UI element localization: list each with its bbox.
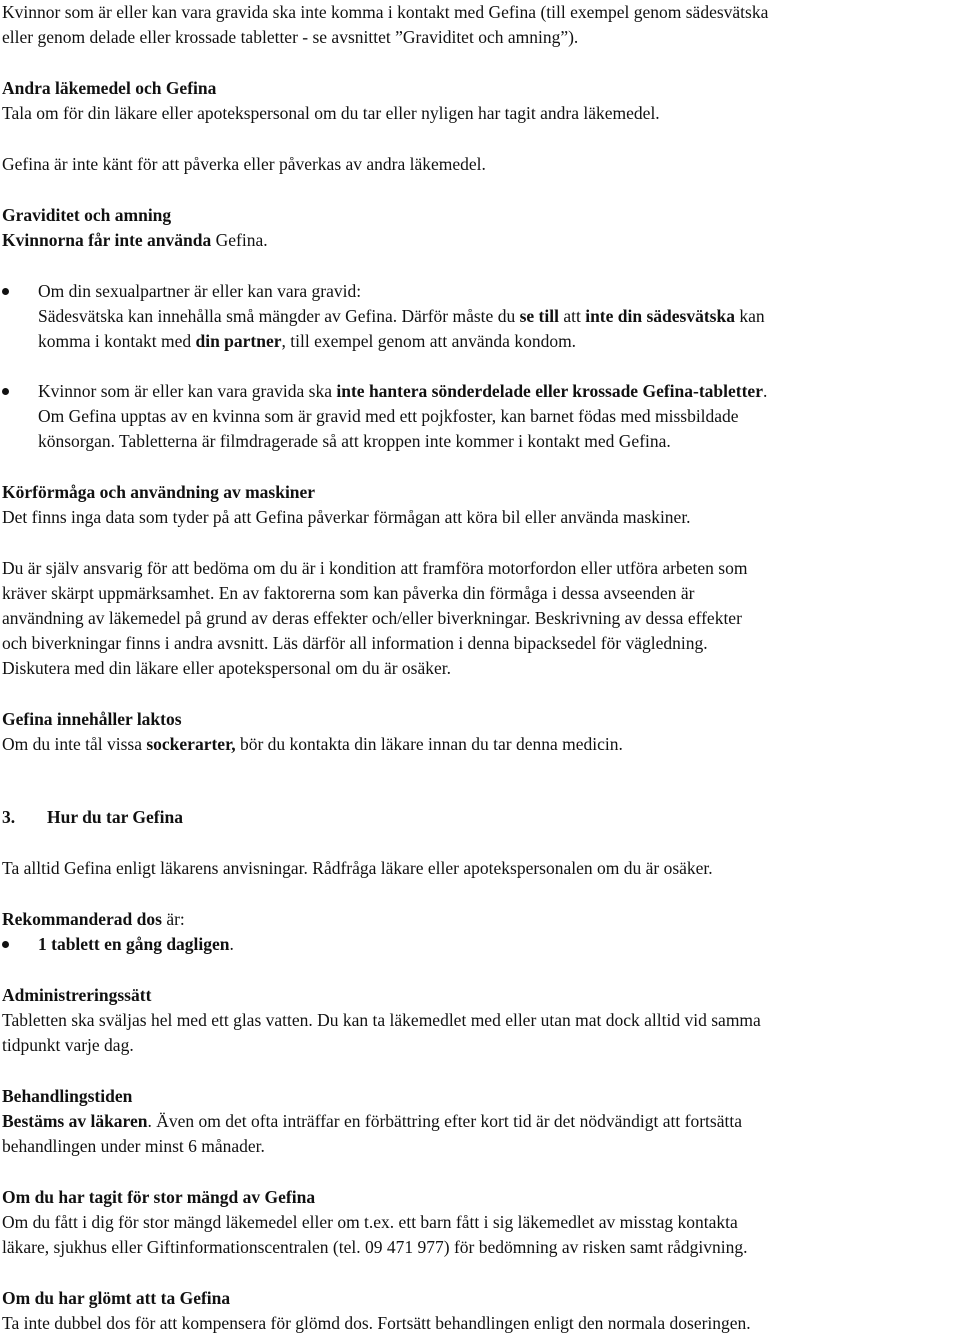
overdose-heading: Om du har tagit för stor mängd av Gefina (2, 1187, 316, 1207)
overdose-line-2: läkare, sjukhus eller Giftinformationscentralen (tel. 09 471 977) för bedömning av risken samt rådgivning. (2, 1237, 748, 1257)
intro-line-1: Kvinnor som är eller kan vara gravida ska inte komma i kontakt med Gefina (till exempel genom sädesvätska (2, 2, 769, 22)
forgot-heading: Om du har glömt att ta Gefina (2, 1288, 231, 1308)
list-item: 1 tablett en gång dagligen. (2, 932, 960, 957)
dose-heading: Rekommanderad dos är: (2, 909, 185, 929)
list-item: Kvinnor som är eller kan vara gravida ska inte hantera sönderdelade eller krossade Gefina-tabletter. Om Gefina upptas av en kvinna som är gravid med ett pojkfoster, kan barnet födas med missbildade könsorgan. Tabletterna är filmdragerade så att kroppen inte kommer i kontakt med Gefina. (2, 379, 960, 454)
section-3-text: Ta alltid Gefina enligt läkarens anvisningar. Rådfråga läkare eller apotekspersonalen om du är osäker. (2, 858, 713, 878)
bullet-icon (2, 288, 9, 295)
duration-heading: Behandlingstiden (2, 1086, 133, 1106)
driving-paragraph-line-2: kräver skärpt uppmärksamhet. En av faktorerna som kan påverka din förmåga i dessa avseenden är (2, 583, 695, 603)
duration-line-2: behandlingen under minst 6 månader. (2, 1136, 265, 1156)
lactose-heading: Gefina innehåller laktos (2, 709, 182, 729)
forgot-text: Ta inte dubbel dos för att kompensera för glömd dos. Fortsätt behandlingen enligt den normala doseringen. (2, 1313, 751, 1333)
driving-heading: Körförmåga och användning av maskiner (2, 482, 316, 502)
intro-line-2: eller genom delade eller krossade tabletter - se avsnittet ”Graviditet och amning”). (2, 27, 579, 47)
bullet-icon (2, 941, 9, 948)
administration-line-2: tidpunkt varje dag. (2, 1035, 134, 1055)
administration-heading: Administreringssätt (2, 985, 152, 1005)
overdose-line-1: Om du fått i dig för stor mängd läkemedel eller om t.ex. ett barn fått i sig läkemedlet av misstag kontakta (2, 1212, 738, 1232)
section-3-title: 3. Hur du tar Gefina (2, 807, 183, 827)
pregnancy-statement: Kvinnorna får inte använda Gefina. (2, 230, 268, 250)
driving-paragraph-line-5: Diskutera med din läkare eller apotekspersonal om du är osäker. (2, 658, 452, 678)
driving-paragraph-line-1: Du är själv ansvarig för att bedöma om du är i kondition att framföra motorfordon eller utföra arbeten som (2, 558, 748, 578)
pregnancy-bullets (2, 279, 960, 454)
other-medicines-text-2: Gefina är inte känt för att påverka eller påverkas av andra läkemedel. (2, 154, 486, 174)
list-item: Om din sexualpartner är eller kan vara gravid: Sädesvätska kan innehålla små mängder av Gefina. Därför måste du se till att inte din sädesvätska kan komma i kontakt med din partner, till exempel genom att använda kondom. (2, 279, 960, 354)
dose-bullets (2, 932, 960, 957)
driving-paragraph-line-4: och biverkningar finns i andra avsnitt. Läs därför all information i denna bipacksedel för vägledning. (2, 633, 708, 653)
lactose-text: Om du inte tål vissa sockerarter, bör du kontakta din läkare innan du tar denna medicin. (2, 734, 623, 754)
other-medicines-text: Tala om för din läkare eller apotekspersonal om du tar eller nyligen har tagit andra läkemedel. (2, 103, 660, 123)
driving-text: Det finns inga data som tyder på att Gefina påverkar förmågan att köra bil eller använda maskiner. (2, 507, 691, 527)
administration-line-1: Tabletten ska sväljas hel med ett glas vatten. Du kan ta läkemedlet med eller utan mat dock alltid vid samma (2, 1010, 761, 1030)
driving-paragraph-line-3: användning av läkemedel på grund av deras effekter och/eller biverkningar. Beskrivning av dessa effekter (2, 608, 742, 628)
duration-line-1: Bestäms av läkaren. Även om det ofta inträffar en förbättring efter kort tid är det nödvändigt att fortsätta (2, 1111, 742, 1131)
bullet-icon (2, 388, 9, 395)
pregnancy-heading: Graviditet och amning (2, 205, 172, 225)
other-medicines-heading: Andra läkemedel och Gefina (2, 78, 217, 98)
